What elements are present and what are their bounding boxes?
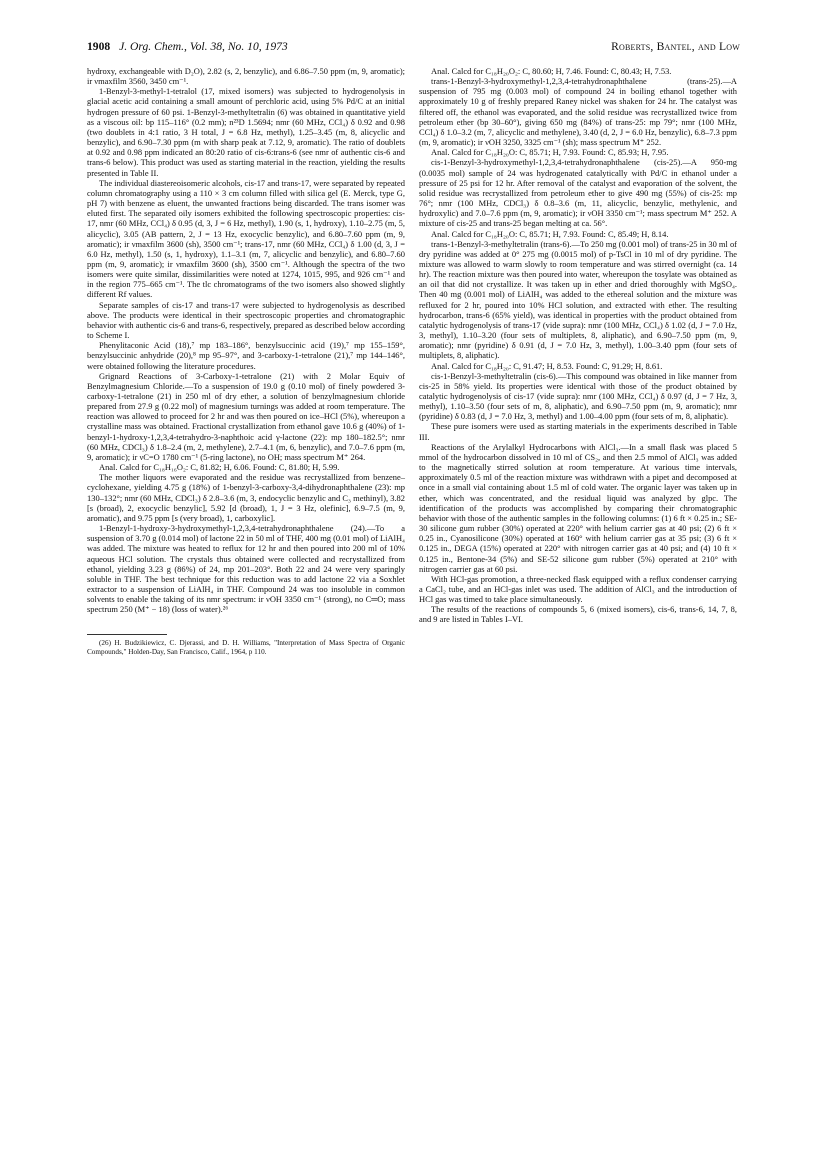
paragraph: The results of the reactions of compounds 5, 6 (mixed isomers), cis-6, trans-6, 14, 7, 8, and 9 are listed in Tables I–VI. xyxy=(419,604,737,625)
paragraph: Anal. Calcd for C₁₈H₂₀: C, 91.47; H, 8.53. Found: C, 91.29; H, 8.61. xyxy=(431,360,663,371)
paragraph: cis-1-Benzyl-3-methyltetralin (cis-6).—This compound was obtained in like manner from cis-25 in 58% yield. Its properties were identical with those of the product obtained by catalytic hydrogenolysis of cis-17 (vide supra): nmr (100 MHz, CCl₄) δ 0.97 (d, J = 7 Hz, 3, methyl), 1.10–3.50 (four sets of m, 8, aliphatic), and 6.90–7.50 ppm (m, 9, aromatic); nmr (pyridine) δ 0.83 (d, J = 7.0 Hz, 3, methyl) and 1.00–4.00 ppm (four sets of m, 8, aliphatic). xyxy=(419,370,737,422)
footnote: (26) H. Budzikiewicz, C. Djerassi, and D. H. Williams, "Interpretation of Mass Spectra of Organic Compounds," Holden-Day, San Francisco, Calif., 1964, p 110. xyxy=(87,639,405,657)
footnote-rule xyxy=(87,634,167,635)
page-header xyxy=(87,40,740,56)
paragraph: 1-Benzyl-3-methyl-1-tetralol (17, mixed isomers) was subjected to hydrogenolysis in glacial acetic acid containing a small amount of perchloric acid, using 5% Pd/C at an initial hydrogen pressure of 60 psi. 1-Benzyl-3-methyltetralin (6) was obtained in quantitative yield as a viscous oil: bp 115–116° (0.2 mm); n²³D 1.5694; nmr (60 MHz, CCl₄) δ 0.92 and 0.98 (two doublets in 4:1 ratio, 3 H total, J = 6.8 Hz, methyl), 1.25–3.45 (m, 8, alicyclic and benzylic), and 6.90–7.30 ppm (m with sharp peak at 7.12, 9, aromatic). The ratio of doublets at 0.92 and 0.98 ppm indicated an 80:20 ratio of cis-6:trans-6 (see nmr of authentic cis-6 and trans-6 below). This product was used as starting material in the reaction, yielding the results presented in Table II. xyxy=(87,86,405,178)
paragraph: Anal. Calcd for C₁₈H₁₆O₂: C, 81.82; H, 6.06. Found: C, 81.80; H, 5.99. xyxy=(99,462,340,473)
header-left xyxy=(87,40,288,53)
paragraph: trans-1-Benzyl-3-methyltetralin (trans-6).—To 250 mg (0.001 mol) of trans-25 in 30 ml of dry pyridine was added at 0° 275 mg (0.0015 mol) of p-TsCl in 10 ml of dry pyridine. The mixture was allowed to warm slowly to room temperature and was stirred overnight (ca. 14 hr). The reaction mixture was then poured into water, whereupon the tosylate was obtained as an oil that did not crystallize. It was taken up in ether and dried thoroughly with MgSO₄. Then 40 mg (0.001 mol) of LiAlH₄ was added to the ethereal solution and the mixture was refluxed for 2 hr, poured into 10% HCl solution, and extracted with ether. The resulting hydrocarbon, trans-6 (65% yield), was identical in properties with the product obtained from catalytic hydrogenolysis of trans-17 (vide supra): nmr (100 MHz, CCl₄) δ 1.02 (d, J = 7.0 Hz, 3, methyl), 1.10–3.20 (four sets of multiplets, 8, aliphatic), and 6.90–7.50 ppm (m, 9, aromatic); nmr (pyridine) δ 0.91 (d, J = 7.0 Hz, 3, methyl), 1.00–3.40 ppm (four sets of multiplets, 8, aliphatic). xyxy=(419,238,737,361)
page-number: 1908 xyxy=(87,40,111,53)
paragraph: Separate samples of cis-17 and trans-17 were subjected to hydrogenolysis as described above. The products were identical in their spectroscopic properties and chromatographic behavior with authentic cis-6 and trans-6, respectively, prepared as described below according to Scheme I. xyxy=(87,299,405,341)
paragraph: Anal. Calcd for C₁₈H₂₀O₂: C, 80.60; H, 7.46. Found: C, 80.43; H, 7.53. xyxy=(431,66,672,76)
left-column xyxy=(87,66,405,657)
paragraph: hydroxy, exchangeable with D₂O), 2.82 (s, 2, benzylic), and 6.86–7.50 ppm (m, 9, aromatic); ir νmaxfilm 3560, 3450 cm⁻¹. xyxy=(87,66,405,87)
paragraph: cis-1-Benzyl-3-hydroxymethyl-1,2,3,4-tetrahydronaphthalene (cis-25).—A 950-mg (0.0035 mol) sample of 24 was hydrogenated catalytically with Pd/C in ethanol under a pressure of 25 psi for 12 hr. After removal of the catalyst and evaporation of the solvent, the solid residue was recrystallized from petroleum ether to give 490 mg (55%) of cis-25: mp 76°; nmr (100 MHz, CDCl₃) δ 0.8–3.6 (m, 11, alicyclic, benzylic, methylenic, and hydroxylic) and 7.0–7.6 ppm (m, 9, aromatic); ir νOH 3350 cm⁻¹; mass spectrum M⁺ 252. A mixture of cis-25 and trans-25 began melting at ca. 56°. xyxy=(419,157,737,229)
paragraph: Anal. Calcd for C₁₈H₂₀O: C, 85.71; H, 7.93. Found: C, 85.49; H, 8.14. xyxy=(431,228,669,239)
paragraph: With HCl-gas promotion, a three-necked flask equipped with a reflux condenser carrying a CaCl₂ tube, and an HCl-gas inlet was used. The addition of AlCl₃ and the introduction of HCl gas was timed to take place simultaneously. xyxy=(419,573,737,605)
journal-citation: J. Org. Chem., Vol. 38, No. 10, 1973 xyxy=(119,40,288,53)
paragraph: trans-1-Benzyl-3-hydroxymethyl-1,2,3,4-tetrahydronaphthalene (trans-25).—A suspension of 795 mg (0.003 mol) of compound 24 in boiling ethanol together with approximately 10 g of freshly prepared Raney nickel was shaken for 24 hr. The catalyst was filtered off, the ethanol was evaporated, and the solid residue was recrystallized twice from petroleum ether (bp 30–60°), giving 650 mg (84%) of trans-25: mp 79°; nmr (100 MHz, CCl₄) δ 1.0–3.2 (m, 7, alicyclic and methylene), 3.40 (d, 2, J = 6.0 Hz, benzylic), 6.8–7.3 ppm (m, 9, aromatic); ir νOH 3250, 3325 cm⁻¹ (sh); mass spectrum M⁺ 252. xyxy=(419,76,737,148)
paragraph: 1-Benzyl-1-hydroxy-3-hydroxymethyl-1,2,3,4-tetrahydronaphthalene (24).—To a suspension of 3.70 g (0.014 mol) of lactone 22 in 50 ml of THF, 400 mg (0.01 mol) of LiAlH₄ was added. The mixture was heated to reflux for 12 hr and then poured into 200 ml of 10% aqueous HCl solution. The crystals thus obtained were collected and recrystallized from ethanol, yielding 3.23 g (86%) of 24, mp 201–203°. Both 22 and 24 were very sparingly soluble in THF. The best technique for this reduction was to add lactone 22 via a Soxhlet extractor to a suspension of LiAlH₄ in THF. Compound 24 was too insoluble in common solvents to enable the taking of its nmr spectrum: ir νOH 3350 cm⁻¹ (strong), no C═O; mass spectrum 250 (M⁺ − 18) (loss of water).²⁶ xyxy=(87,523,405,615)
paragraph: Reactions of the Arylalkyl Hydrocarbons with AlCl₃.—In a small flask was placed 5 mmol of the hydrocarbon dissolved in 10 ml of CS₂, and then 2.5 mmol of AlCl₃ was added to the magnetically stirred solution at room temperature. At various time intervals, approximately 0.5 ml of the reaction mixture was withdrawn with a pipet and decomposed at once in a small vial containing about 1.5 ml of cold water. The organic layer was taken up in ether, which was concentrated, and the residual liquid was analyzed by glpc. The identification of the products was accomplished by comparing their chromatographic behavior with those of the authentic samples in the following columns: (1) 6 ft × 0.25 in.; SE-30 silicone gum rubber (30%) operated at 220° with helium carrier gas at 40 psi; (2) 6 ft × 0.25 in., Cyanosilicone (30%) operated at 160° with helium carrier gas at 35 psi; (3) 6 ft × 0.125 in., DEGA (15%) operated at 220° with nitrogen carrier gas at 40 psi; and (4) 10 ft × 0.125 in., Bentone-34 (5%) and SE-52 silicone gum rubber (5%) operated at 210° with nitrogen carrier gas at 60 psi. xyxy=(419,441,737,574)
paragraph: Grignard Reactions of 3-Carboxy-1-tetralone (21) with 2 Molar Equiv of Benzylmagnesium Chloride.—To a suspension of 19.0 g (0.10 mol) of finely powdered 3-carboxy-1-tetralone (21) in 250 ml of dry ether, a solution of benzylmagnesium chloride prepared from 27.9 g (0.22 mol) of magnesium turnings was added at room temperature. The reaction was allowed to proceed for 2 hr and was then poured on ice–HCl (5%), whereupon a crystalline mass was obtained. Fractional crystallization from ethanol gave 10.6 g (40%) of 1-benzyl-1-hydroxy-1,2,3,4-tetrahydro-3-naphthoic acid γ-lactone (22): mp 180–182.5°; nmr (60 MHz, CDCl₃) δ 1.8–2.4 (m, 2, methylene), 2.7–4.1 (m, 6, benzylic), and 7.0–7.6 ppm (m, 9, aromatic); ir νC=O 1780 cm⁻¹ (5-ring lactone), no OH; mass spectrum M⁺ 264. xyxy=(87,370,405,462)
paragraph: These pure isomers were used as starting materials in the experiments described in Table III. xyxy=(419,421,737,442)
right-column xyxy=(419,66,737,625)
paragraph: The individual diastereoisomeric alcohols, cis-17 and trans-17, were separated by repeated column chromatography using a 110 × 3 cm column filled with silica gel (E. Merck, type G, pH 7) with benzene as eluent, the unwanted fractions being discarded. The trans isomer was eluted first. The separated oily isomers exhibited the following spectroscopic properties: cis-17, nmr (60 MHz, CCl₄) δ 0.95 (d, 3, J = 6 Hz, methyl), 1.90 (s, 1, hydroxy), 1.10–2.75 (m, 5, alicyclic), 3.05 (AB pattern, 2, J = 13 Hz, exocyclic benzylic), and 6.80–7.60 ppm (m, 9, aromatic); ir νmaxfilm 3600 (sh), 3500 cm⁻¹; trans-17, nmr (60 MHz, CCl₄) δ 1.00 (d, 3, J = 6.0 Hz, methyl), 1.50 (s, 1, hydroxy), 1.1–3.1 (m, 7, alicyclic and benzylic), and 6.80–7.60 ppm (m, 9, aromatic); ir νmaxfilm 3600 (sh), 3500 cm⁻¹. Although the spectra of the two isomers were quite similar, dissimilarities were noted at 1274, 1015, 995, and 926 cm⁻¹ and in the region 775–665 cm⁻¹. The tlc chromatograms of the two isomers also showed slightly different Rf values. xyxy=(87,177,405,300)
running-head-authors: Roberts, Bantel, and Low xyxy=(611,40,740,53)
paragraph: Anal. Calcd for C₁₈H₂₀O: C, 85.71; H, 7.93. Found: C, 85.93; H, 7.95. xyxy=(431,147,669,158)
paragraph: The mother liquors were evaporated and the residue was recrystallized from benzene–cyclohexane, yielding 4.75 g (18%) of 1-benzyl-3-carboxy-3,4-dihydronaphthalene (23): mp 130–132°; nmr (60 MHz, CDCl₃) δ 2.8–3.6 (m, 3, endocyclic benzylic and C₃ methinyl), 3.82 [s (broad), 2, exocyclic benzylic], 5.92 [d (broad), 1, J = 3 Hz, olefinic], 6.9–7.5 (m, 9, aromatic), and 9.75 ppm [s (very broad), 1, carboxylic]. xyxy=(87,472,405,523)
paragraph: Phenylitaconic Acid (18),⁷ mp 183–186°, benzylsuccinic acid (19),⁷ mp 155–159°, benzylsuccinic anhydride (20),⁸ mp 95–97°, and 3-carboxy-1-tetralone (21),⁷ mp 144–146°, were obtained following the literature procedures. xyxy=(87,340,405,371)
